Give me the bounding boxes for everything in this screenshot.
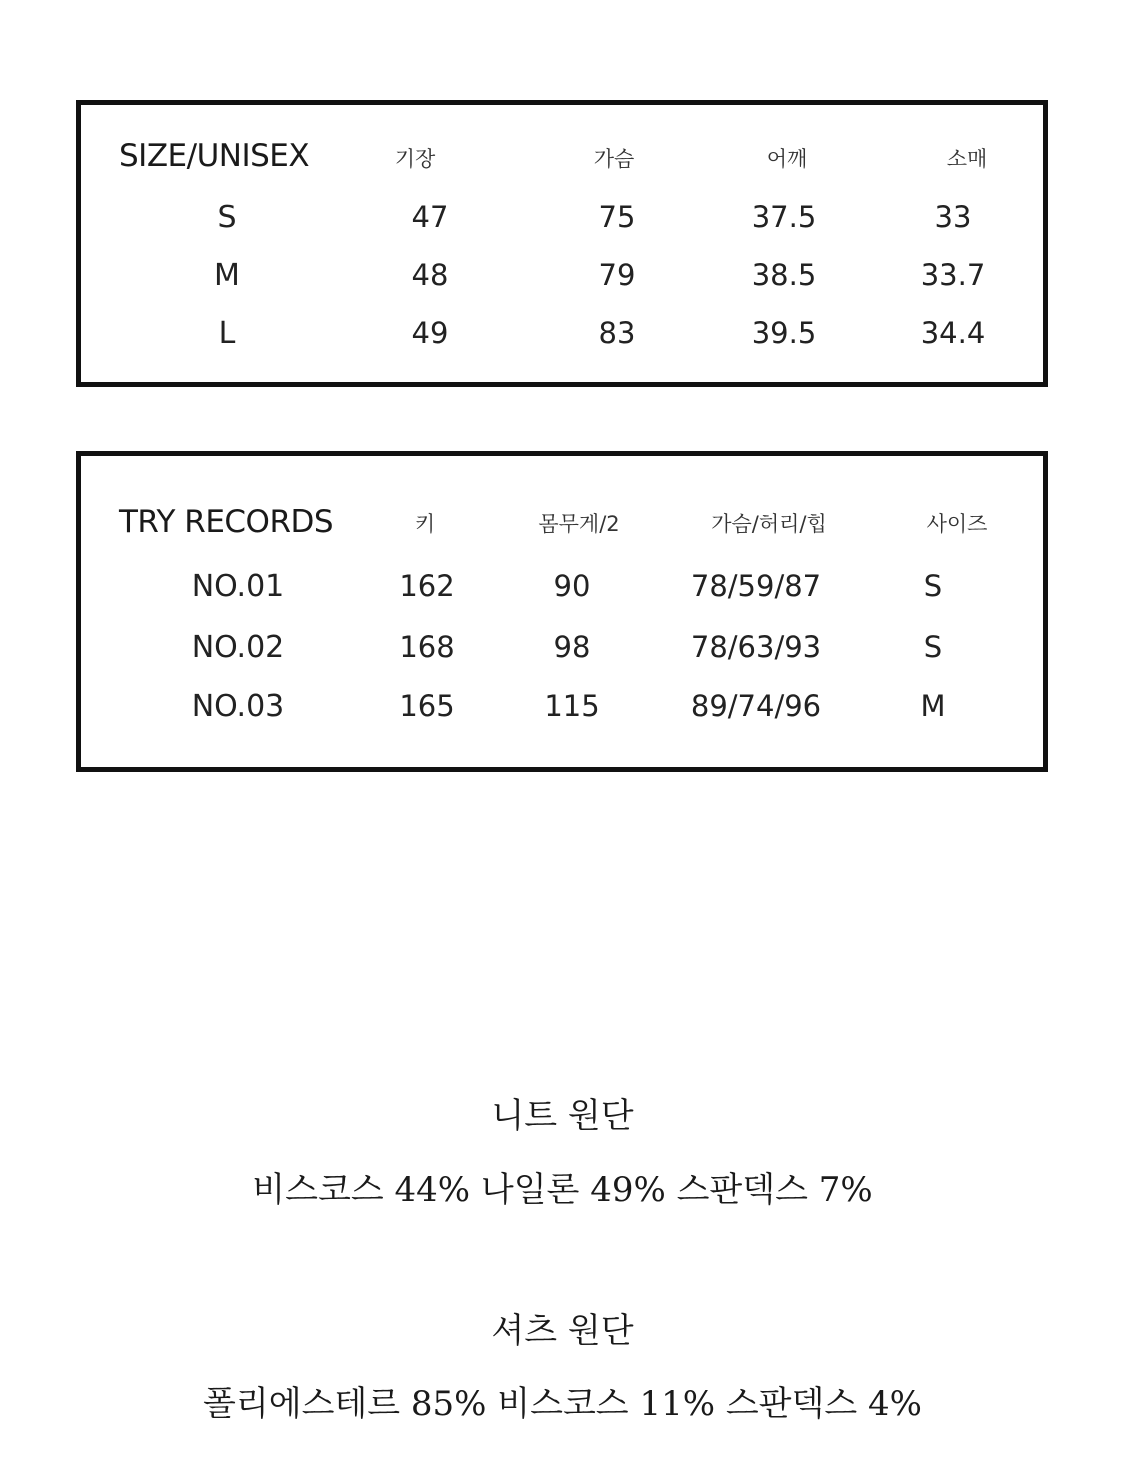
knit-fabric-title: 니트 원단 — [491, 1096, 634, 1136]
try-table-title: TRY RECORDS — [119, 504, 334, 540]
try-cell: 162 — [399, 569, 455, 603]
size-cell: 49 — [411, 316, 449, 350]
size-cell: 47 — [411, 200, 449, 234]
size-cell: 83 — [598, 316, 636, 350]
size-cell: 37.5 — [751, 200, 817, 234]
shirt-fabric-title: 셔츠 원단 — [491, 1311, 634, 1351]
size-cell: 48 — [411, 258, 449, 292]
size-header-sleeve: 소매 — [946, 147, 988, 171]
try-cell: S — [923, 569, 943, 603]
size-cell: 38.5 — [751, 258, 817, 292]
try-cell: 89/74/96 — [690, 689, 822, 723]
try-row-label: NO.02 — [191, 630, 285, 665]
try-header-height: 키 — [414, 512, 436, 536]
size-header-length: 기장 — [394, 147, 436, 171]
try-header-measurements: 가슴/허리/힙 — [711, 512, 827, 536]
try-row-label: NO.03 — [191, 689, 285, 724]
try-records-table — [76, 451, 1048, 772]
try-cell: 78/59/87 — [690, 569, 822, 603]
size-cell: 79 — [598, 258, 636, 292]
try-cell: 78/63/93 — [690, 630, 822, 664]
try-cell: 90 — [553, 569, 591, 603]
size-row-label: L — [218, 316, 236, 351]
size-cell: 39.5 — [751, 316, 817, 350]
try-header-weight: 몸무게/2 — [538, 512, 620, 536]
size-header-shoulder: 어깨 — [766, 147, 808, 171]
size-header-chest: 가슴 — [593, 147, 635, 171]
size-cell: 75 — [598, 200, 636, 234]
size-cell: 34.4 — [920, 316, 986, 350]
try-cell: 165 — [399, 689, 455, 723]
size-cell: 33 — [934, 200, 972, 234]
size-table-title: SIZE/UNISEX — [119, 138, 310, 174]
try-cell: S — [923, 630, 943, 664]
try-header-size: 사이즈 — [926, 512, 988, 536]
try-row-label: NO.01 — [191, 569, 285, 604]
size-row-label: S — [217, 200, 237, 235]
shirt-fabric-composition: 폴리에스테르 85% 비스코스 11% 스판덱스 4% — [203, 1384, 922, 1424]
try-cell: M — [920, 689, 946, 723]
try-cell: 168 — [399, 630, 455, 664]
size-cell: 33.7 — [920, 258, 986, 292]
try-cell: 115 — [544, 689, 600, 723]
size-row-label: M — [214, 258, 240, 293]
try-cell: 98 — [553, 630, 591, 664]
knit-fabric-composition: 비스코스 44% 나일론 49% 스판덱스 7% — [252, 1170, 873, 1210]
size-table — [76, 100, 1048, 387]
